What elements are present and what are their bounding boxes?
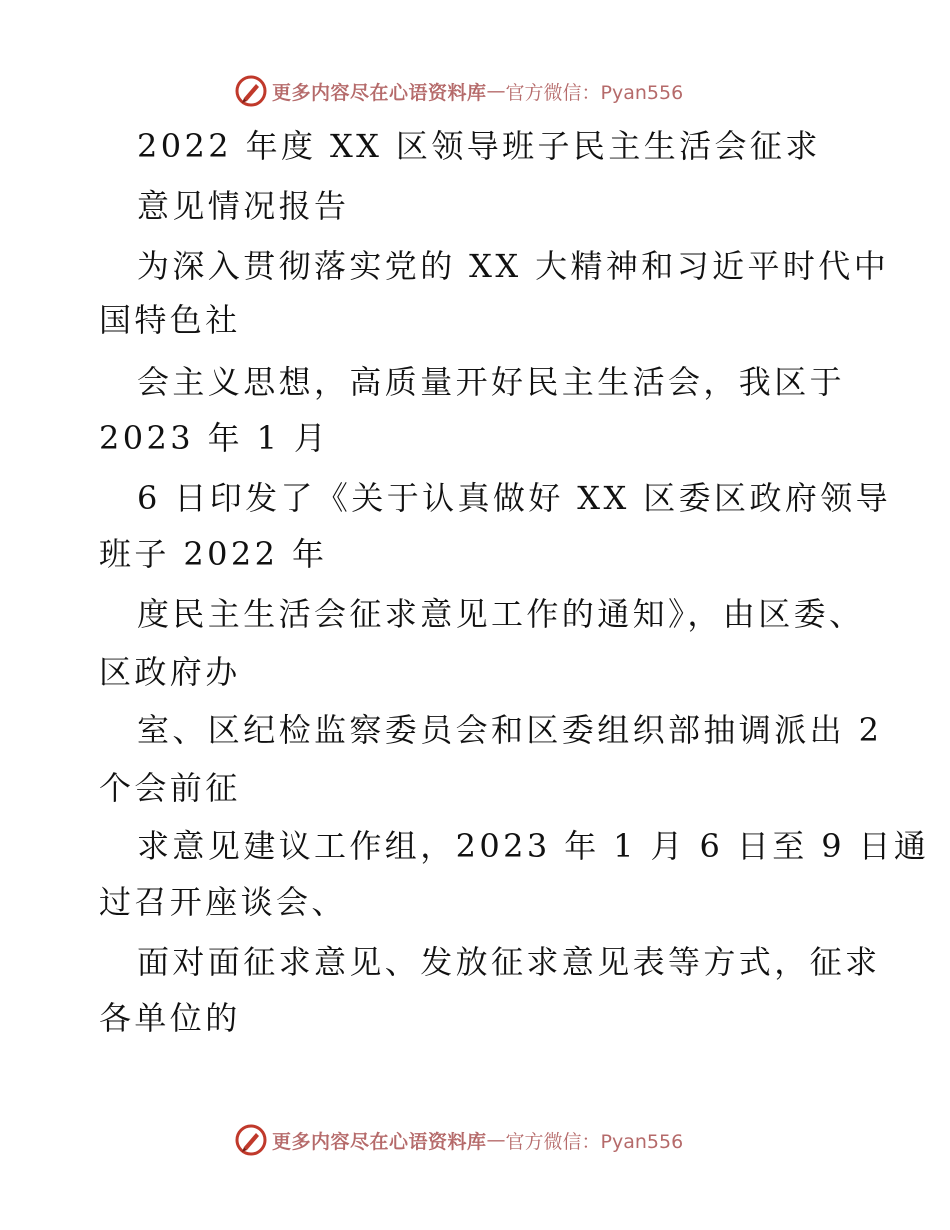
pen-logo-icon bbox=[234, 74, 268, 108]
footer-watermark bbox=[234, 1120, 683, 1160]
watermark-text: 更多内容尽在心语资料库 bbox=[272, 81, 487, 104]
watermark-wechat: 官方微信：Pyan556 bbox=[505, 81, 684, 104]
watermark-separator: — bbox=[486, 80, 506, 102]
title-line-2: 意见情况报告 bbox=[137, 187, 350, 225]
body-line: 区政府办 bbox=[99, 653, 241, 691]
body-line: 为深入贯彻落实党的 XX 大精神和习近平时代中 bbox=[137, 247, 890, 285]
body-line: 度民主生活会征求意见工作的通知》，由区委、 bbox=[137, 595, 865, 633]
body-line: 室、区纪检监察委员会和区委组织部抽调派出 2 bbox=[137, 711, 883, 749]
body-line: 各单位的 bbox=[99, 999, 241, 1037]
watermark-text: 更多内容尽在心语资料库 bbox=[272, 1130, 487, 1153]
body-line: 过召开座谈会、 bbox=[99, 883, 347, 921]
body-line: 6 日印发了《关于认真做好 XX 区委区政府领导 bbox=[137, 479, 892, 517]
header-watermark bbox=[234, 71, 683, 111]
body-line: 2023 年 1 月 bbox=[99, 419, 330, 457]
pen-logo-icon bbox=[234, 1123, 268, 1157]
watermark-wechat: 官方微信：Pyan556 bbox=[505, 1130, 684, 1153]
body-line: 班子 2022 年 bbox=[99, 535, 328, 573]
body-line: 个会前征 bbox=[99, 769, 241, 807]
watermark-separator: — bbox=[486, 1129, 506, 1151]
body-line: 国特色社 bbox=[99, 301, 241, 339]
title-line-1: 2022 年度 XX 区领导班子民主生活会征求 bbox=[137, 127, 821, 165]
body-line: 会主义思想，高质量开好民主生活会，我区于 bbox=[137, 363, 846, 401]
body-line: 面对面征求意见、发放征求意见表等方式，征求 bbox=[137, 943, 881, 981]
body-line: 求意见建议工作组，2023 年 1 月 6 日至 9 日通 bbox=[137, 827, 930, 865]
